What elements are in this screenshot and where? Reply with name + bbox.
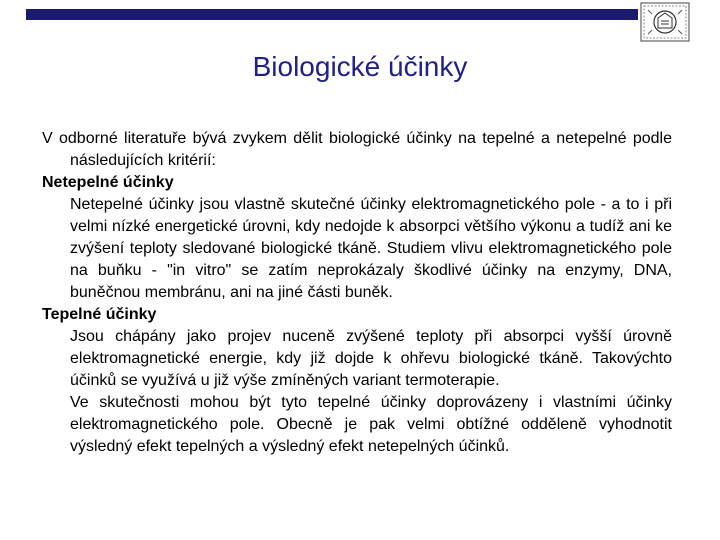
slide-content xyxy=(42,128,672,458)
nonthermal-heading: Netepelné účinky xyxy=(42,174,174,191)
slide-title: Biologické účinky xyxy=(252,51,468,82)
university-seal-icon xyxy=(640,2,690,42)
intro-paragraph: V odborné literatuře bývá zvykem dělit biologické účinky na tepelné a netepelné podle následujících kritérií: xyxy=(42,130,672,169)
header-bar xyxy=(26,9,638,20)
nonthermal-paragraph: Netepelné účinky jsou vlastně skutečné účinky elektromagnetického pole - a to i při velmi nízké energetické úrovni, kdy nedojde k absorpci většího výkonu a tudíž ani ke zvýšení teploty sledované biologické tkáně. Studiem vlivu elektromagnetického pole na buňku - "in vitro" se zatím neprokázaly škodlivé účinky na enzymy, DNA, buněčnou membránu, ani na jiné části buněk. xyxy=(70,196,672,301)
thermal-paragraph-2: Ve skutečnosti mohou být tyto tepelné účinky doprovázeny i vlastními účinky elektromagnetického pole. Obecně je pak velmi obtížné odděleně vyhodnotit výsledný efekt tepelných a výsledný efekt netepelných účinků. xyxy=(70,394,672,455)
thermal-heading: Tepelné účinky xyxy=(42,306,157,323)
thermal-paragraph-1: Jsou chápány jako projev nuceně zvýšené teploty při absorpci vyšší úrovně elektromagnetické energie, kdy již dojde k ohřevu biologické tkáně. Takovýchto účinků se využívá u již výše zmíněných variant termoterapie. xyxy=(70,328,672,389)
